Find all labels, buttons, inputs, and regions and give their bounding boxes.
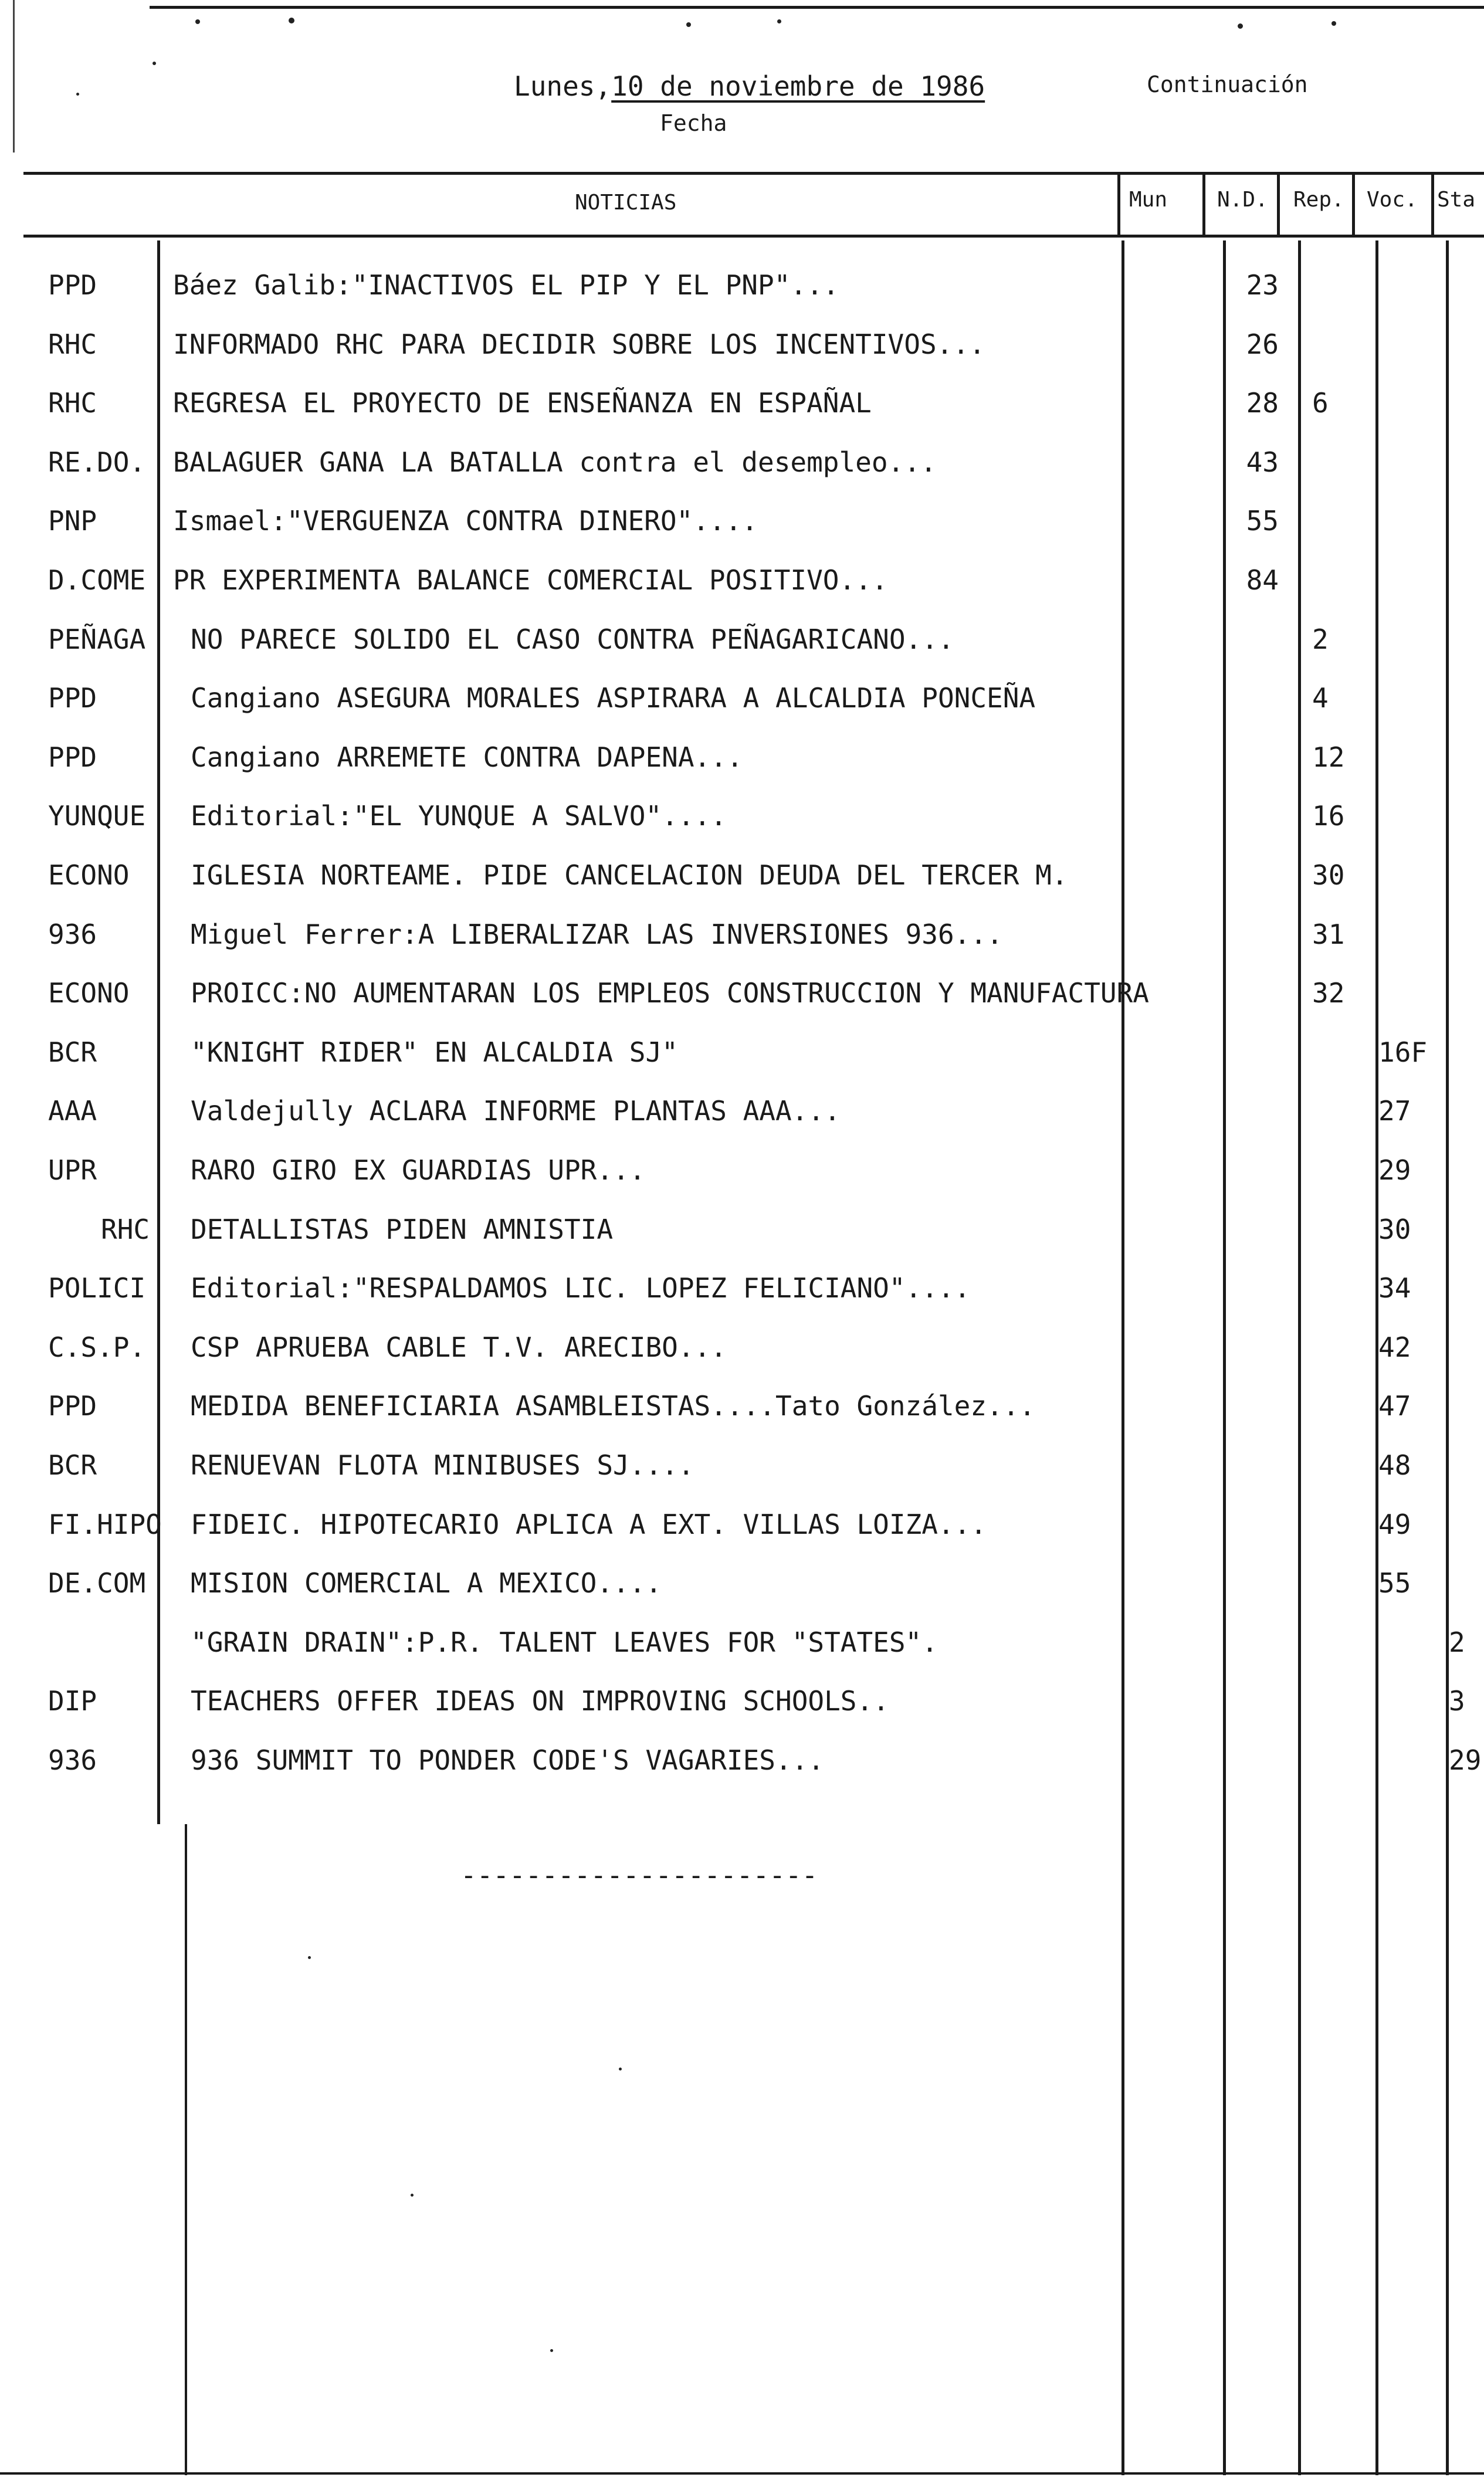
header-sep-star	[1431, 173, 1434, 238]
row-headline: NO PARECE SOLIDO EL CASO CONTRA PEÑAGARICANO...	[191, 623, 954, 655]
row-code: 936	[48, 1744, 97, 1776]
row-headline: INFORMADO RHC PARA DECIDIR SOBRE LOS INCENTIVOS...	[173, 328, 985, 360]
speck	[195, 19, 200, 24]
date-line	[514, 70, 985, 102]
row-headline: MISION COMERCIAL A MEXICO....	[191, 1567, 662, 1599]
row-voc: 47	[1378, 1390, 1411, 1422]
row-code: RHC	[48, 387, 97, 419]
column-header-star: Sta	[1437, 188, 1476, 212]
row-code: YUNQUE	[48, 800, 146, 832]
row-nd: 26	[1246, 328, 1279, 360]
row-headline: PR EXPERIMENTA BALANCE COMERCIAL POSITIVO...	[173, 564, 888, 596]
bottom-rule	[0, 2472, 1484, 2475]
speck	[1238, 23, 1243, 29]
row-rep: 31	[1312, 919, 1345, 950]
left-margin-line	[13, 0, 15, 153]
column-header-mun: Mun	[1129, 188, 1168, 212]
row-voc: 30	[1378, 1214, 1411, 1245]
row-code: AAA	[48, 1095, 97, 1127]
row-rep: 30	[1312, 859, 1345, 891]
row-code: BCR	[48, 1449, 97, 1481]
row-headline: Báez Galib:"INACTIVOS EL PIP Y EL PNP"...	[173, 269, 839, 301]
row-voc: 29	[1378, 1154, 1411, 1186]
row-nd: 43	[1246, 446, 1279, 478]
row-star: 3	[1449, 1685, 1465, 1717]
row-code: RHC	[48, 328, 97, 360]
row-nd: 23	[1246, 269, 1279, 301]
row-headline: Editorial:"EL YUNQUE A SALVO"....	[191, 800, 727, 832]
body-line-nd	[1223, 240, 1226, 2475]
row-headline: CSP APRUEBA CABLE T.V. ARECIBO...	[191, 1331, 727, 1363]
row-voc: 16F	[1378, 1036, 1428, 1068]
row-headline: PROICC:NO AUMENTARAN LOS EMPLEOS CONSTRUCCION Y MANUFACTURA	[191, 977, 1149, 1009]
speck	[76, 93, 79, 96]
table-header-bottom-rule	[23, 235, 1484, 238]
row-headline: Editorial:"RESPALDAMOS LIC. LOPEZ FELICIANO"....	[191, 1272, 971, 1304]
body-line-code-lower	[185, 1824, 187, 2475]
date-prefix: Lunes,	[514, 70, 612, 102]
header-sep-voc	[1352, 173, 1355, 238]
row-code: PNP	[48, 505, 97, 537]
row-code: C.S.P.	[48, 1331, 146, 1363]
fecha-label: Fecha	[660, 110, 727, 136]
row-headline: Cangiano ASEGURA MORALES ASPIRARA A ALCALDIA PONCEÑA	[191, 682, 1036, 714]
speck	[777, 19, 781, 23]
row-nd: 55	[1246, 505, 1279, 537]
row-code: PEÑAGA	[48, 623, 146, 655]
row-voc: 27	[1378, 1095, 1411, 1127]
speck	[289, 18, 294, 23]
row-code: 936	[48, 919, 97, 950]
row-rep: 16	[1312, 800, 1345, 832]
body-line-rep	[1298, 240, 1301, 2475]
body-line-code	[157, 240, 160, 1824]
footer-dashes: ----------------------	[460, 1859, 818, 1891]
column-header-rep: Rep.	[1293, 188, 1344, 212]
row-rep: 2	[1312, 623, 1329, 655]
row-code: UPR	[48, 1154, 97, 1186]
row-rep: 32	[1312, 977, 1345, 1009]
row-code: RE.DO.	[48, 446, 146, 478]
row-code: DE.COM	[48, 1567, 146, 1599]
row-voc: 42	[1378, 1331, 1411, 1363]
row-headline: IGLESIA NORTEAME. PIDE CANCELACION DEUDA DEL TERCER M.	[191, 859, 1068, 891]
row-star: 29	[1449, 1744, 1482, 1776]
row-rep: 6	[1312, 387, 1329, 419]
speck	[1331, 21, 1336, 26]
speck	[686, 22, 691, 27]
row-code: ECONO	[48, 859, 130, 891]
row-voc: 55	[1378, 1567, 1411, 1599]
speck	[619, 2068, 622, 2070]
row-code: FI.HIPO	[48, 1509, 162, 1540]
row-headline: REGRESA EL PROYECTO DE ENSEÑANZA EN ESPAÑAL	[173, 387, 872, 419]
speck	[550, 2349, 553, 2352]
row-headline: TEACHERS OFFER IDEAS ON IMPROVING SCHOOLS..	[191, 1685, 889, 1717]
row-voc: 48	[1378, 1449, 1411, 1481]
body-line-star	[1446, 240, 1449, 2475]
row-code: POLICI	[48, 1272, 146, 1304]
header-sep-mun	[1117, 173, 1120, 238]
row-rep: 12	[1312, 741, 1345, 773]
body-line-mun	[1122, 240, 1124, 2475]
row-voc: 49	[1378, 1509, 1411, 1540]
top-rule	[150, 6, 1484, 9]
row-headline: Miguel Ferrer:A LIBERALIZAR LAS INVERSIONES 936...	[191, 919, 1003, 950]
row-headline: "KNIGHT RIDER" EN ALCALDIA SJ"	[191, 1036, 678, 1068]
row-code: RHC	[101, 1214, 150, 1245]
row-code: D.COME	[48, 564, 146, 596]
column-header-voc: Voc.	[1367, 188, 1418, 212]
date-text: 10 de noviembre de 1986	[611, 70, 985, 102]
row-headline: Cangiano ARREMETE CONTRA DAPENA...	[191, 741, 743, 773]
row-code: BCR	[48, 1036, 97, 1068]
speck	[411, 2194, 414, 2197]
speck	[153, 62, 156, 65]
row-code: PPD	[48, 741, 97, 773]
row-code: PPD	[48, 269, 97, 301]
row-headline: 936 SUMMIT TO PONDER CODE'S VAGARIES...	[191, 1744, 825, 1776]
row-headline: "GRAIN DRAIN":P.R. TALENT LEAVES FOR "STATES".	[191, 1626, 938, 1658]
header-sep-rep	[1277, 173, 1280, 238]
speck	[308, 1956, 311, 1959]
row-code: PPD	[48, 682, 97, 714]
row-code: ECONO	[48, 977, 130, 1009]
column-header-noticias: NOTICIAS	[575, 191, 677, 215]
row-code: DIP	[48, 1685, 97, 1717]
column-header-nd: N.D.	[1217, 188, 1268, 212]
continuation-label: Continuación	[1147, 72, 1308, 97]
row-rep: 4	[1312, 682, 1329, 714]
row-headline: Ismael:"VERGUENZA CONTRA DINERO"....	[173, 505, 758, 537]
row-star: 2	[1449, 1626, 1465, 1658]
row-headline: BALAGUER GANA LA BATALLA contra el desempleo...	[173, 446, 937, 478]
row-code: PPD	[48, 1390, 97, 1422]
row-voc: 34	[1378, 1272, 1411, 1304]
row-headline: Valdejully ACLARA INFORME PLANTAS AAA...	[191, 1095, 841, 1127]
table-header-top-rule	[23, 172, 1484, 175]
header-sep-nd	[1202, 173, 1205, 238]
row-nd: 28	[1246, 387, 1279, 419]
row-headline: RARO GIRO EX GUARDIAS UPR...	[191, 1154, 646, 1186]
row-nd: 84	[1246, 564, 1279, 596]
row-headline: MEDIDA BENEFICIARIA ASAMBLEISTAS....Tato González...	[191, 1390, 1036, 1422]
row-headline: DETALLISTAS PIDEN AMNISTIA	[191, 1214, 614, 1245]
row-headline: RENUEVAN FLOTA MINIBUSES SJ....	[191, 1449, 694, 1481]
row-headline: FIDEIC. HIPOTECARIO APLICA A EXT. VILLAS LOIZA...	[191, 1509, 987, 1540]
